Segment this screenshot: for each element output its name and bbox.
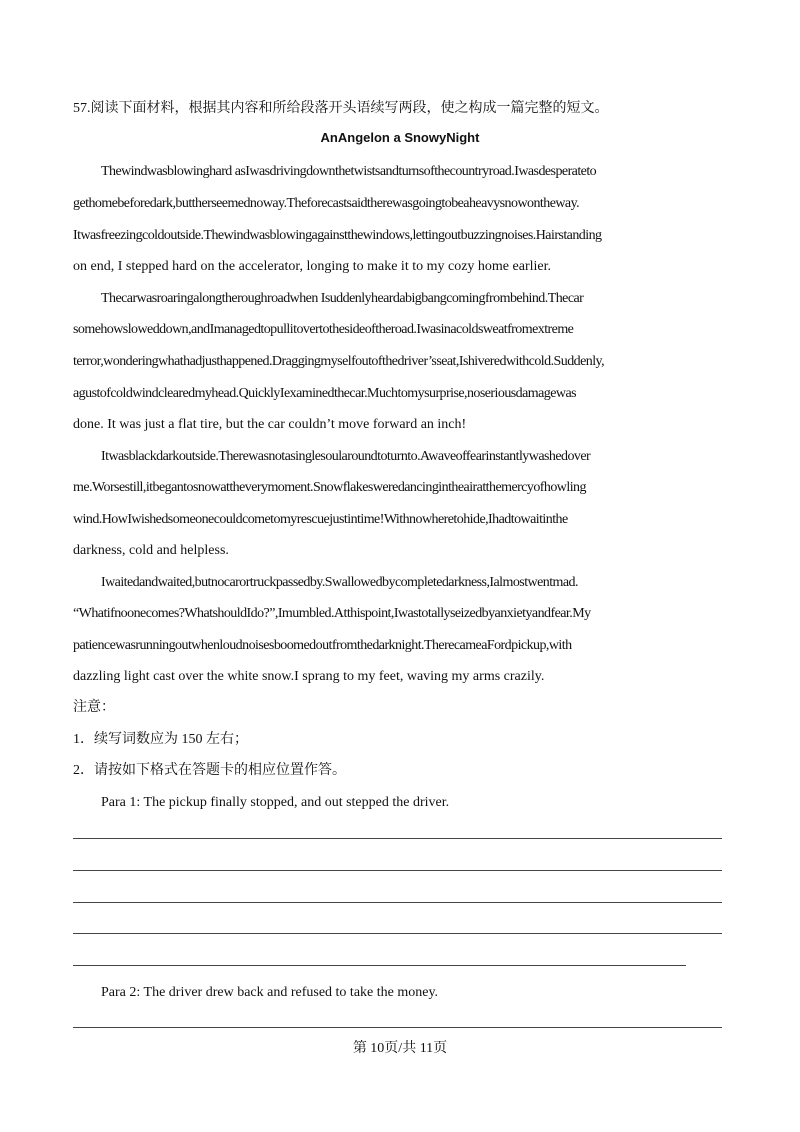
story-line: darkness, cold and helpless.: [73, 543, 229, 558]
story-line: agustofcoldwindclearedmyhead.QuicklyIexaminedthecar.Muchtomysurprise,noseriousdamagewas: [73, 386, 577, 401]
question-instruction: 57.阅读下面材料，根据其内容和所给段落开头语续写两段，使之构成一篇完整的短文。: [73, 101, 609, 116]
answer-line[interactable]: [73, 902, 722, 903]
notes-label: 注意：: [73, 700, 115, 715]
story-line: Itwasfreezingcoldoutside.Thewindwasblowingagainstthewindows,lettingoutbuzzingnoises.Hairstanding: [73, 228, 602, 243]
story-line: terror,wonderingwhathadjusthappened.Draggingmyselfoutofthedriver’sseat,Ishiveredwithcold.Suddenly,: [73, 354, 605, 369]
story-line: “Whatifnoonecomes?WhatshouldIdo?”,Imumbled.Atthispoint,Iwastotallyseizedbyanxietyandfear.My: [73, 606, 591, 621]
story-line: done. It was just a flat tire, but the car couldn’t move forward an inch!: [73, 417, 467, 432]
story-line: somehowsloweddown,andImanagedtopullitovertothesideoftheroad.Iwasinacoldsweatfromextreme: [73, 322, 574, 337]
answer-line[interactable]: [73, 1027, 722, 1028]
note-item: 1．续写词数应为 150 左右；: [73, 732, 248, 747]
note-item: 2．请按如下格式在答题卡的相应位置作答。: [73, 763, 346, 778]
story-line: me.Worsestill,itbegantosnowattheverymoment.Snowflakesweredancingintheairatthemercyofhowling: [73, 480, 586, 495]
story-line: on end, I stepped hard on the accelerator, longing to make it to my cozy home earlier.: [73, 259, 551, 274]
story-title: AnAngelon a SnowyNight: [320, 130, 480, 145]
answer-line[interactable]: [73, 933, 722, 934]
page-footer: 第 10页/共 11页: [352, 1041, 448, 1056]
answer-line[interactable]: [73, 838, 722, 839]
para1-prompt: Para 1: The pickup finally stopped, and out stepped the driver.: [101, 795, 450, 810]
para2-prompt: Para 2: The driver drew back and refused to take the money.: [101, 985, 439, 1000]
answer-line[interactable]: [73, 870, 722, 871]
story-line: patiencewasrunningoutwhenloudnoisesboomedoutfromthedarknight.TherecameaFordpickup,with: [73, 638, 572, 653]
story-line: gethomebeforedark,buttherseemednoway.Theforecastsaidtherewasgoingtobeaheavysnowontheway.: [73, 196, 580, 211]
story-line: dazzling light cast over the white snow.I sprang to my feet, waving my arms crazily.: [73, 669, 545, 684]
story-line: wind.HowIwishedsomeonecouldcometomyrescuejustintime!Withnowheretohide,Ihadtowaitinthe: [73, 512, 568, 527]
story-line: Thewindwasblowinghard asIwasdrivingdownthetwistsandturnsofthecountryroad.Iwasdesperateto: [101, 164, 597, 179]
story-line: Thecarwasroaringalongtheroughroadwhen Isuddenlyheardabigbangcomingfrombehind.Thecar: [101, 291, 584, 306]
story-line: Itwasblackdarkoutside.Therewasnotasinglesoularoundtoturnto.Awaveoffearinstantlywashedover: [101, 449, 591, 464]
answer-line[interactable]: [73, 965, 686, 966]
story-line: Iwaitedandwaited,butnocarortruckpassedby.Swallowedbycompletedarkness,Ialmostwentmad.: [101, 575, 578, 590]
